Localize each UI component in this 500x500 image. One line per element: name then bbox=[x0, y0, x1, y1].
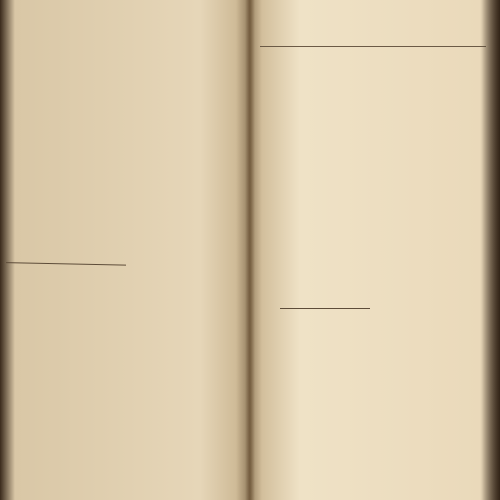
left-footnotes bbox=[0, 0, 246, 5]
running-header bbox=[260, 28, 486, 47]
left-footnote-rule bbox=[6, 262, 126, 266]
left-page bbox=[0, 0, 246, 500]
left-page-body bbox=[0, 0, 246, 5]
right-footnote-rule bbox=[280, 308, 370, 309]
right-page bbox=[252, 0, 500, 500]
